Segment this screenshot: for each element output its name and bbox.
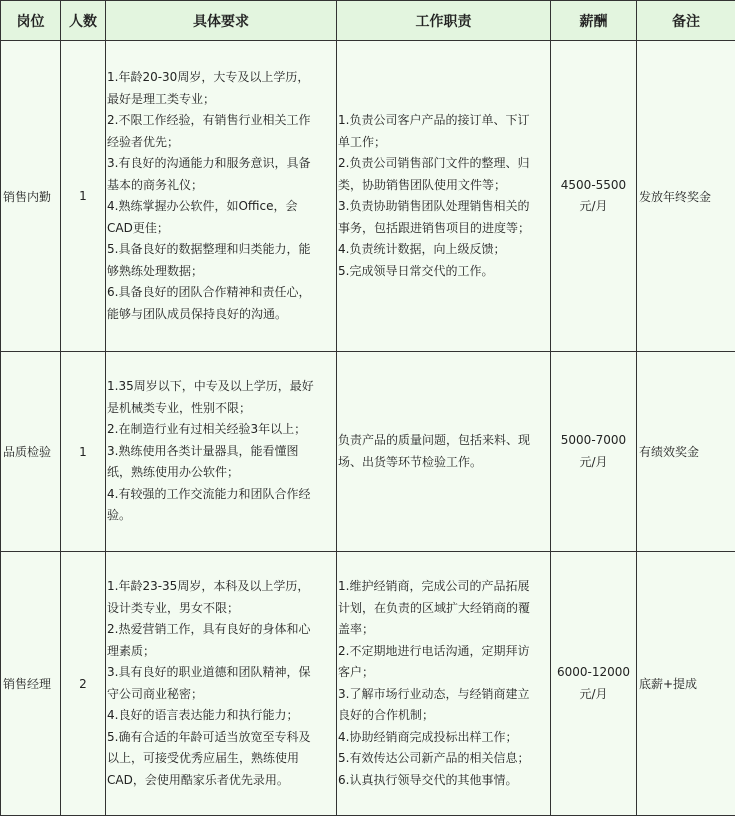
requirement-line: 2.在制造行业有过相关经验3年以上； <box>107 422 307 437</box>
duty-line: 计划，在负责的区域扩大经销商的覆 <box>338 600 531 615</box>
header-row <box>1 1 735 41</box>
duty-line: 3.了解市场行业动态，与经销商建立 <box>338 686 530 701</box>
table-row <box>1 352 735 552</box>
requirement-line: 5.具备良好的数据整理和归类能力，能 <box>107 242 311 256</box>
duty-line: 4.协助经销商完成投标出样工作； <box>338 729 518 744</box>
duty-line: 事务，包括跟进销售项目的进度等； <box>338 220 531 235</box>
count-cell: 2 <box>61 552 106 816</box>
requirement-line: 3.具有良好的职业道德和团队精神，保 <box>107 665 311 679</box>
duties-cell <box>337 41 551 352</box>
duty-line: 2.负责公司销售部门文件的整理、归 <box>338 156 530 170</box>
duty-line: 1.负责公司客户产品的接订单、下订 <box>338 113 530 127</box>
position-cell: 品质检验 <box>1 352 61 552</box>
duty-line: 4.负责统计数据，向上级反馈； <box>338 242 506 256</box>
notes-cell: 有绩效奖金 <box>637 352 735 552</box>
requirement-line: 2.不限工作经验，有销售行业相关工作 <box>107 113 311 127</box>
requirements-cell <box>106 352 337 552</box>
position-cell: 销售经理 <box>1 552 61 816</box>
header-position: 岗位 <box>1 1 61 41</box>
requirement-line: 基本的商务礼仪； <box>107 177 204 192</box>
duty-line: 盖率； <box>338 622 375 636</box>
salary-range: 6000-12000 <box>556 665 631 679</box>
requirement-line: 4.有较强的工作交流能力和团队合作经 <box>107 486 311 501</box>
requirement-line: 验。 <box>107 508 132 523</box>
requirement-line: 理素质； <box>107 643 156 658</box>
header-count: 人数 <box>61 1 106 41</box>
requirements-cell <box>106 41 337 352</box>
requirement-line: 是机械类专业，性别不限； <box>107 400 252 415</box>
requirement-line: 5.确有合适的年龄可适当放宽至专科及 <box>107 729 311 744</box>
header-requirements: 具体要求 <box>106 1 337 41</box>
salary-range: 5000-7000 <box>560 433 627 447</box>
requirement-line: 1.35周岁以下，中专及以上学历，最好 <box>107 379 314 394</box>
duty-line: 类，协助销售团队使用文件等； <box>338 177 507 192</box>
count-cell: 1 <box>61 352 106 552</box>
duty-line: 良好的合作机制； <box>338 708 435 722</box>
header-duties: 工作职责 <box>337 1 551 41</box>
requirement-line: CAD更佳； <box>107 220 169 235</box>
requirement-line: 守公司商业秘密； <box>107 686 204 701</box>
requirement-line: 纸，熟练使用办公软件； <box>107 465 240 480</box>
duty-line: 5.完成领导日常交代的工作。 <box>338 263 494 278</box>
salary-cell <box>551 352 637 552</box>
requirement-line: 1.年龄23-35周岁，本科及以上学历， <box>107 579 310 593</box>
requirement-line: 最好是理工类专业； <box>107 91 216 106</box>
salary-unit: 元/月 <box>579 199 608 213</box>
notes-cell: 发放年终奖金 <box>637 41 735 352</box>
requirement-line: 经验者优先； <box>107 134 180 149</box>
requirement-line: CAD，会使用酷家乐者优先录用。 <box>107 772 289 787</box>
duties-cell <box>337 552 551 816</box>
duties-cell <box>337 352 551 552</box>
duty-line: 2.不定期地进行电话沟通，定期拜访 <box>338 643 530 658</box>
requirement-line: 1.年龄20-30周岁，大专及以上学历， <box>107 70 310 84</box>
table-row <box>1 41 735 352</box>
header-notes: 备注 <box>637 1 735 41</box>
table-row <box>1 552 735 816</box>
salary-unit: 元/月 <box>579 686 608 701</box>
salary-unit: 元/月 <box>579 454 608 469</box>
duty-line: 5.有效传达公司新产品的相关信息； <box>338 751 530 765</box>
requirement-line: 2.热爱营销工作，具有良好的身体和心 <box>107 622 311 636</box>
salary-range: 4500-5500 <box>560 177 627 192</box>
salary-cell <box>551 41 637 352</box>
duty-line: 负责产品的质量问题，包括来料、现 <box>338 433 531 447</box>
duty-line: 1.维护经销商，完成公司的产品拓展 <box>338 579 530 593</box>
requirement-line: 设计类专业，男女不限； <box>107 600 240 615</box>
duty-line: 单工作； <box>338 134 387 149</box>
duty-line: 客户； <box>338 665 375 679</box>
requirement-line: 够熟练处理数据； <box>107 263 204 278</box>
header-salary: 薪酬 <box>551 1 637 41</box>
requirement-line: 3.有良好的沟通能力和服务意识，具备 <box>107 156 311 170</box>
duty-line: 场、出货等环节检验工作。 <box>338 454 483 469</box>
requirements-cell <box>106 552 337 816</box>
duty-line: 3.负责协助销售团队处理销售相关的 <box>338 199 530 213</box>
requirement-line: 4.熟练掌握办公软件，如Office，会 <box>107 199 298 213</box>
requirement-line: 6.具备良好的团队合作精神和责任心， <box>107 285 311 299</box>
duty-line: 6.认真执行领导交代的其他事情。 <box>338 772 518 787</box>
requirement-line: 3.熟练使用各类计量器具，能看懂图 <box>107 443 299 458</box>
requirement-line: 能够与团队成员保持良好的沟通。 <box>107 306 288 321</box>
salary-cell <box>551 552 637 816</box>
requirement-line: 4.良好的语言表达能力和执行能力； <box>107 708 299 722</box>
notes-cell: 底薪+提成 <box>637 552 735 816</box>
count-cell: 1 <box>61 41 106 352</box>
requirement-line: 以上，可接受优秀应届生，熟练使用 <box>107 751 300 765</box>
position-cell: 销售内勤 <box>1 41 61 352</box>
